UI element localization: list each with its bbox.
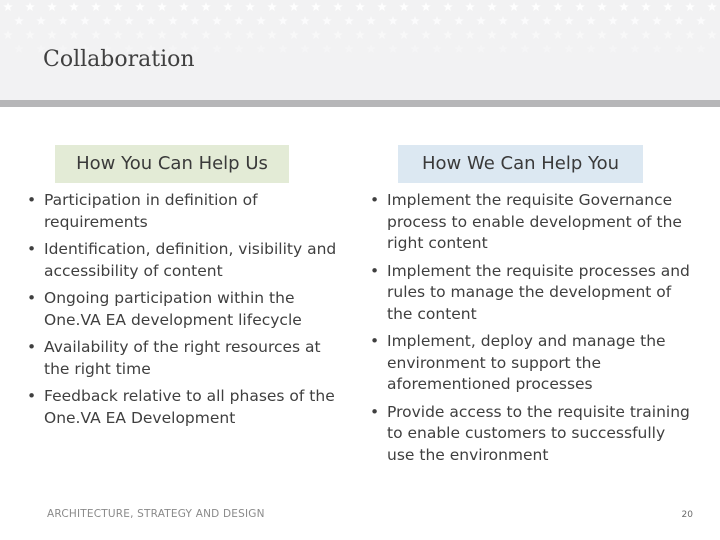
star-icon [157, 2, 167, 11]
star-icon [102, 16, 112, 25]
star-icon [3, 2, 13, 11]
star-icon [443, 2, 453, 11]
star-icon [564, 16, 574, 25]
star-icon [322, 44, 332, 53]
star-icon [311, 30, 321, 39]
star-icon [520, 44, 530, 53]
star-icon [696, 44, 706, 53]
page-number: 20 [681, 510, 693, 520]
star-icon [597, 2, 607, 11]
bullet-glyph: • [27, 191, 37, 209]
star-icon [36, 16, 46, 25]
star-icon [608, 16, 618, 25]
bullet-text: Availability of the right resources at the right time [44, 338, 321, 378]
bullet-glyph: • [27, 289, 37, 307]
star-icon [179, 30, 189, 39]
star-icon [135, 30, 145, 39]
star-icon [707, 30, 717, 39]
star-icon [564, 44, 574, 53]
star-icon [465, 30, 475, 39]
star-icon [553, 30, 563, 39]
bullet-item [370, 331, 692, 396]
star-icon [135, 2, 145, 11]
bullet-text: Implement the requisite processes and rules to manage the development of the content [387, 261, 690, 323]
star-icon [663, 2, 673, 11]
star-icon [421, 30, 431, 39]
star-icon [597, 30, 607, 39]
star-icon [201, 2, 211, 11]
star-icon [146, 16, 156, 25]
star-icon [245, 2, 255, 11]
star-icon [531, 30, 541, 39]
star-icon [25, 2, 35, 11]
star-icon [333, 2, 343, 11]
right-column-heading: How We Can Help You [398, 145, 643, 183]
star-icon [465, 2, 475, 11]
star-icon [674, 16, 684, 25]
star-icon [256, 44, 266, 53]
star-icon [619, 30, 629, 39]
star-icon [388, 44, 398, 53]
star-icon [212, 44, 222, 53]
star-icon [421, 2, 431, 11]
bullet-item [370, 261, 692, 326]
star-icon [278, 44, 288, 53]
star-icon [300, 16, 310, 25]
star-icon [25, 30, 35, 39]
star-icon [366, 16, 376, 25]
star-icon [542, 44, 552, 53]
bullet-glyph: • [370, 191, 380, 209]
bullet-item [27, 386, 345, 429]
star-icon [443, 30, 453, 39]
star-icon [124, 16, 134, 25]
star-icon [575, 30, 585, 39]
star-icon [553, 2, 563, 11]
star-icon [476, 16, 486, 25]
bullet-item [27, 239, 345, 282]
star-icon [267, 2, 277, 11]
star-icon [399, 30, 409, 39]
star-icon [289, 2, 299, 11]
star-icon [355, 30, 365, 39]
bullet-text: Ongoing participation within the One.VA EA development lifecycle [44, 289, 302, 329]
star-icon [663, 30, 673, 39]
star-icon [3, 30, 13, 39]
star-icon [487, 2, 497, 11]
star-icon [234, 44, 244, 53]
bullet-text: Provide access to the requisite training to enable customers to successfully use the environment [387, 402, 690, 464]
star-icon [311, 2, 321, 11]
star-icon [652, 16, 662, 25]
star-icon [509, 30, 519, 39]
star-icon [410, 16, 420, 25]
bullet-item [27, 190, 345, 233]
star-icon [179, 2, 189, 11]
star-icon [69, 30, 79, 39]
star-icon [432, 16, 442, 25]
star-icon [168, 16, 178, 25]
star-icon [696, 16, 706, 25]
star-icon [223, 30, 233, 39]
bullet-glyph: • [27, 338, 37, 356]
star-icon [410, 44, 420, 53]
star-icon [344, 44, 354, 53]
star-icon [520, 16, 530, 25]
star-icon [212, 16, 222, 25]
star-icon [619, 2, 629, 11]
star-icon [498, 16, 508, 25]
bullet-glyph: • [370, 332, 380, 350]
bullet-item [27, 337, 345, 380]
star-icon [300, 44, 310, 53]
star-icon [685, 2, 695, 11]
bullet-item [370, 402, 692, 467]
star-icon [234, 16, 244, 25]
star-icon [322, 16, 332, 25]
star-icon [586, 44, 596, 53]
star-icon [476, 44, 486, 53]
star-icon [267, 30, 277, 39]
bullet-glyph: • [370, 402, 380, 421]
star-icon [652, 44, 662, 53]
star-icon [223, 2, 233, 11]
slide-title: Collaboration [43, 47, 195, 72]
bullet-glyph: • [27, 240, 37, 258]
star-icon [14, 44, 24, 53]
star-icon [157, 30, 167, 39]
star-icon [80, 16, 90, 25]
star-icon [278, 16, 288, 25]
header-divider [0, 100, 720, 107]
star-icon [630, 16, 640, 25]
star-icon [498, 44, 508, 53]
star-icon [91, 2, 101, 11]
bullet-glyph: • [27, 387, 37, 405]
star-icon [113, 2, 123, 11]
bullet-text: Implement, deploy and manage the environment to support the aforementioned processes [387, 332, 666, 393]
star-icon [14, 16, 24, 25]
star-icon [113, 30, 123, 39]
star-icon [531, 2, 541, 11]
star-icon [399, 2, 409, 11]
bullet-text: Identification, definition, visibility and accessibility of content [44, 240, 337, 280]
star-icon [333, 30, 343, 39]
star-icon [586, 16, 596, 25]
star-icon [355, 2, 365, 11]
star-icon [377, 2, 387, 11]
star-icon [245, 30, 255, 39]
star-icon [47, 2, 57, 11]
star-icon [58, 16, 68, 25]
star-icon [366, 44, 376, 53]
star-icon [630, 44, 640, 53]
star-icon [685, 30, 695, 39]
bullet-text: Participation in definition of requirements [44, 191, 258, 231]
right-bullet-list [370, 190, 692, 472]
star-icon [641, 30, 651, 39]
star-icon [454, 16, 464, 25]
footer-label: ARCHITECTURE, STRATEGY AND DESIGN [47, 508, 265, 520]
star-icon [91, 30, 101, 39]
star-icon [432, 44, 442, 53]
star-icon [344, 16, 354, 25]
star-icon [641, 2, 651, 11]
star-icon [388, 16, 398, 25]
star-icon [377, 30, 387, 39]
star-icon [69, 2, 79, 11]
star-icon [674, 44, 684, 53]
star-icon [608, 44, 618, 53]
star-icon [575, 2, 585, 11]
star-icon [47, 30, 57, 39]
left-column-heading: How You Can Help Us [55, 145, 289, 183]
bullet-text: Implement the requisite Governance process to enable development of the right content [387, 191, 682, 252]
bullet-item [370, 190, 692, 255]
star-icon [542, 16, 552, 25]
star-icon [201, 30, 211, 39]
star-icon [454, 44, 464, 53]
star-icon [487, 30, 497, 39]
star-icon [190, 16, 200, 25]
left-bullet-list [27, 190, 345, 435]
star-icon [256, 16, 266, 25]
star-icon [289, 30, 299, 39]
bullet-glyph: • [370, 261, 380, 280]
star-icon [707, 2, 717, 11]
bullet-text: Feedback relative to all phases of the One.VA EA Development [44, 387, 335, 427]
header-band [0, 0, 720, 100]
star-icon [509, 2, 519, 11]
bullet-item [27, 288, 345, 331]
